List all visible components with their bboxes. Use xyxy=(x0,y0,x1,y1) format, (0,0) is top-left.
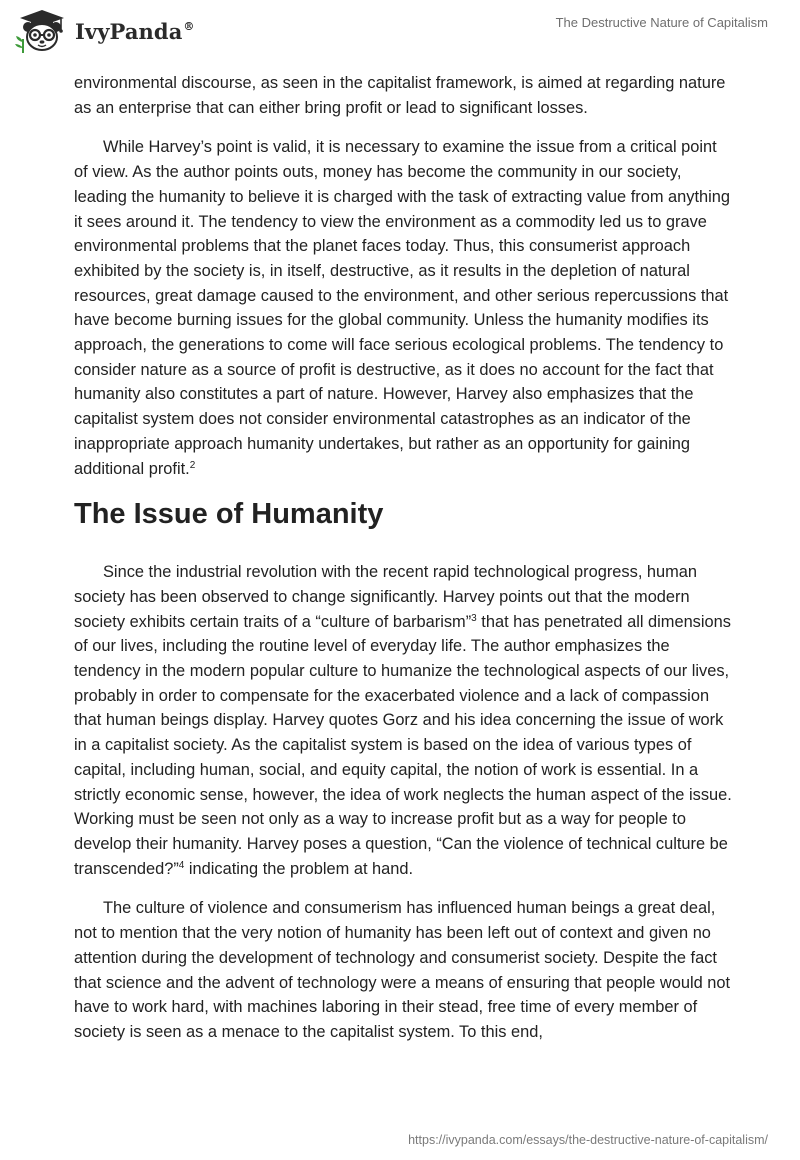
paragraph-1: environmental discourse, as seen in the capitalist framework, is aimed at regarding nature as an enterprise that can either bring profit or lead to significant losses. xyxy=(74,74,726,117)
registered-mark: ® xyxy=(183,19,195,33)
footnote-ref-3[interactable]: 3 xyxy=(471,612,477,624)
ivypanda-logo[interactable] xyxy=(14,8,195,54)
panda-graduate-icon xyxy=(14,8,70,54)
footnote-ref-4[interactable]: 4 xyxy=(178,859,185,871)
paragraph-3-text-b: that has penetrated all dimensions of our lives, including the routine level of everyday life. The author emphasizes the tendency in the modern popular culture to humanize the technological aspects of our lives, probably in order to compensate for the exacerbated violence and a lack of compassion that human beings display. Harvey quotes Gorz and his idea concerning the issue of work in a capitalist society. As the capitalist system is based on the idea of various types of capital, including human, social, and equity capital, the notion of work is essential. In a strictly economic sense, however, the idea of work neglects the human aspect of the issue. Working must be seen not only as a way to increase profit but as a way for people to develop their humanity. Harvey poses a question, “Can the violence of technical culture be transcended?” xyxy=(74,612,732,878)
paragraph-3-text-a: Since the industrial revolution with the recent rapid technological progress, human society has been observed to change significantly. Harvey points out that the modern society exhibits certain traits of a “culture of barbarism” xyxy=(74,563,698,631)
paragraph-3-text-c: indicating the problem at hand. xyxy=(184,859,414,878)
essay-body xyxy=(74,71,734,1060)
footer-url-link[interactable]: https://ivypanda.com/essays/the-destructive-nature-of-capitalism/ xyxy=(408,1133,768,1147)
paragraph-2 xyxy=(74,135,734,481)
paragraph-4: The culture of violence and consumerism has influenced human beings a great deal, not to mention that the very notion of humanity has been left out of context and given no attention during the development of technology and consumerist society. Despite the fact that science and the advent of technology were a means of ensuring that people would not have to work hard, with machines laboring in their stead, free time of every member of society is seen as a menace to the capitalist system. To this end, xyxy=(74,899,731,1041)
paragraph-3 xyxy=(74,560,734,881)
document-title: The Destructive Nature of Capitalism xyxy=(555,15,768,30)
paragraph-2-text: While Harvey’s point is valid, it is necessary to examine the issue from a critical point of view. As the author points outs, money has become the community in our society, leading the humanity to believe it is charged with the task of extracting value from anything it sees around it. The tendency to view the environment as a commodity led us to grave environmental problems that the planet faces today. Thus, this consumerist approach exhibited by the society is, in itself, destructive, as it results in the depletion of natural resources, great damage caused to the environment, and other serious repercussions that have become burning issues for the global community. Unless the humanity modifies its approach, the generations to come will face serious ecological problems. The tendency to consider nature as a source of profit is destructive, as it does no account for the fact that humanity also constitutes a part of nature. However, Harvey also emphasizes that the capitalist system does not consider environmental catastrophes as an indicator of the inappropriate approach humanity undertakes, but rather as an opportunity for gaining additional profit. xyxy=(74,138,730,478)
brand-name: IvyPanda® xyxy=(75,18,195,44)
footnote-ref-2[interactable]: 2 xyxy=(189,459,196,471)
page-header xyxy=(0,0,800,64)
section-heading: The Issue of Humanity xyxy=(74,498,384,531)
